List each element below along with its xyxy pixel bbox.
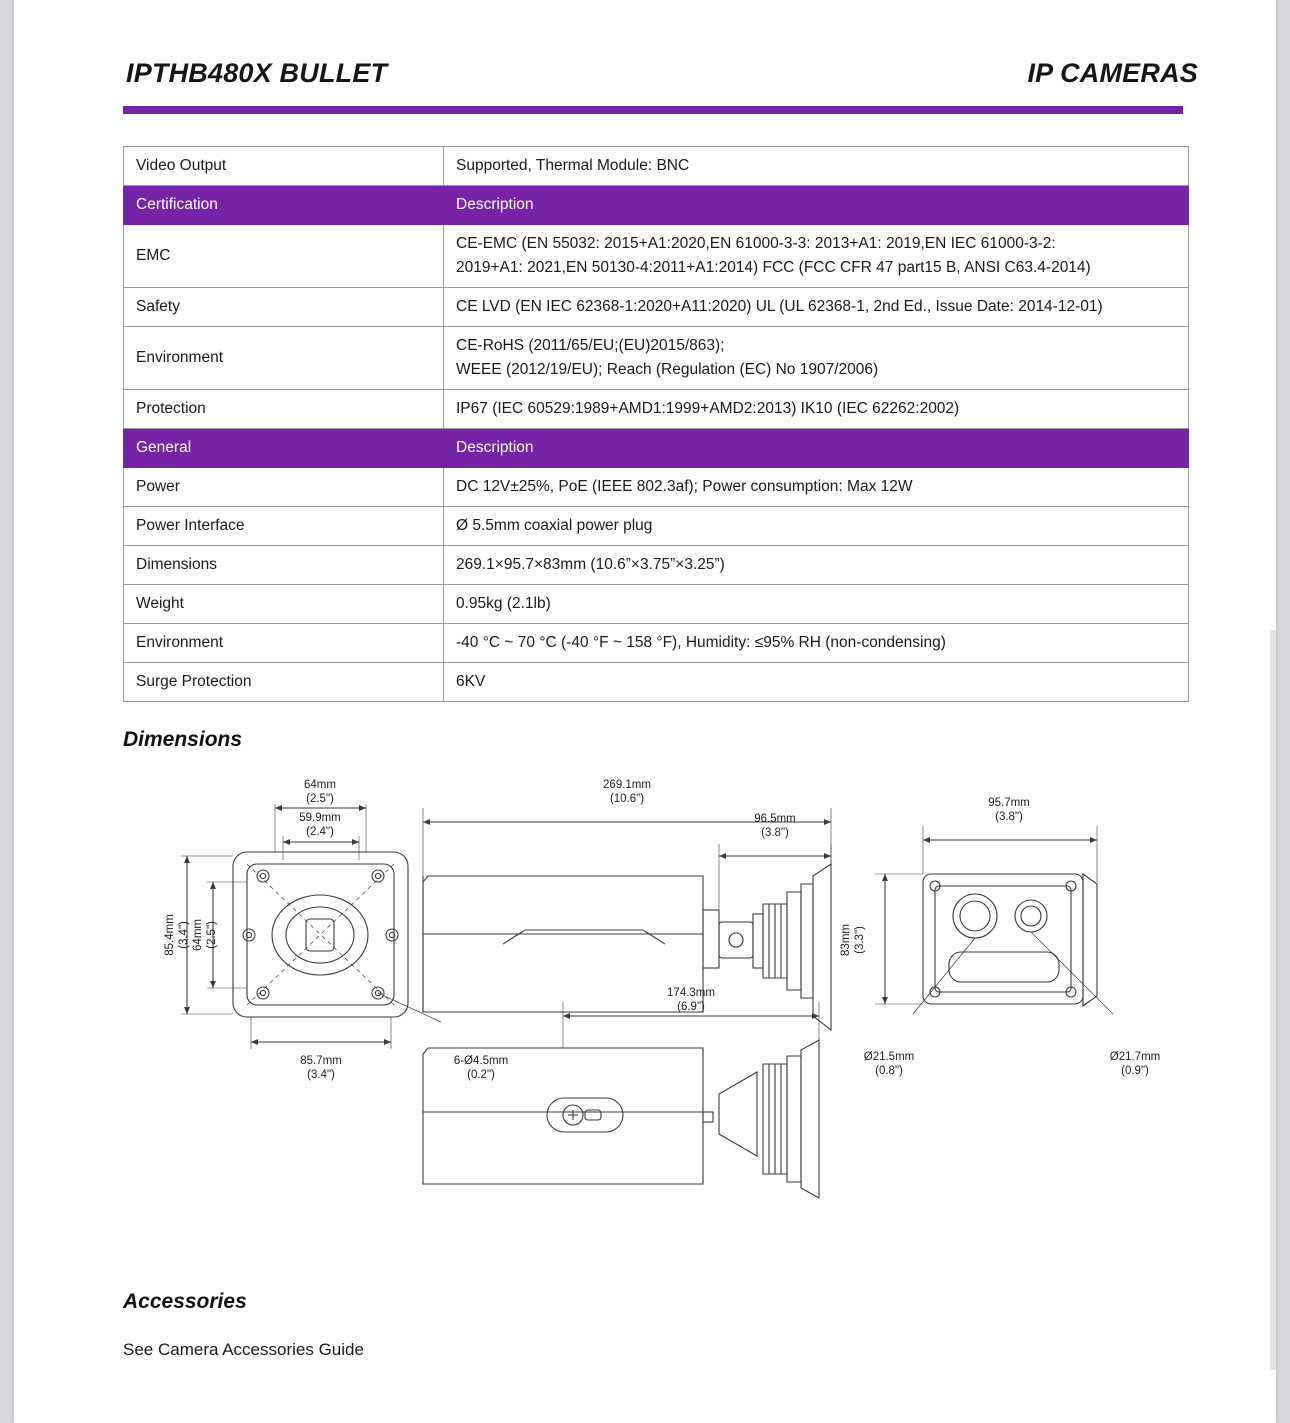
dim-label-back-hole-note-mm: 6-Ø4.5mm [453,1055,509,1068]
row-value [444,624,1189,663]
section-label: Certification [124,186,444,225]
document-category: IP CAMERAS [1027,58,1198,88]
table-row [124,288,1189,327]
section-description: Description [444,429,1189,468]
table-section-row [124,429,1189,468]
row-label: Power [124,468,444,507]
row-label: Dimensions [124,546,444,585]
dim-label-side-length-mm: 269.1mm [603,779,651,792]
row-value-line: 2019+A1: 2021,EN 50130-4:2011+A1:2014) FCC (FCC CFR 47 part15 B, ANSI C63.4-2014) [456,259,1091,277]
specifications-table-body [124,147,1189,702]
front-view-body [923,874,1083,1004]
dim-label-back-inner-height-in: (2.5") [206,921,218,950]
table-row [124,390,1189,429]
row-value-line: CE-RoHS (2011/65/EU;(EU)2015/863); [456,337,725,355]
row-value [444,147,1189,186]
back-view-plate [233,852,408,1017]
dim-label-side-length-in: (10.6") [609,793,645,806]
document-page [14,0,1276,1423]
dim-label-front-height-mm: 83mm [840,924,852,957]
dim-label-front-lens-right-in: (0.9") [1121,1065,1149,1078]
row-label: Weight [124,585,444,624]
row-value [444,327,1189,390]
dim-label-front-lens-right-mm: Ø21.7mm [1109,1051,1161,1064]
accessories-heading: Accessories [123,1290,247,1314]
section-label: General [124,429,444,468]
row-value [444,546,1189,585]
dim-label-back-left-height-in: (3.4") [178,921,190,950]
dim-label-back-inner-height-mm: 64mm [192,919,204,952]
row-value-line: -40 °C ~ 70 °C (-40 °F ~ 158 °F), Humidity: ≤95% RH (non-condensing) [456,634,946,652]
side-view-lens-hood [813,864,831,1030]
row-value [444,663,1189,702]
row-label: Safety [124,288,444,327]
row-value-line: IP67 (IEC 60529:1989+AMD1:1999+AMD2:2013) IK10 (IEC 62262:2002) [456,400,960,418]
table-section-row [124,186,1189,225]
row-value-line: DC 12V±25%, PoE (IEEE 802.3af); Power consumption: Max 12W [456,478,913,496]
page-content [112,0,1202,1360]
dim-label-back-second-width-mm: 59.9mm [299,812,341,825]
dim-label-back-left-height-mm: 85.4mm [164,914,176,957]
table-row [124,225,1189,288]
row-value [444,468,1189,507]
row-value [444,390,1189,429]
row-label: Environment [124,624,444,663]
specifications-table [123,146,1189,702]
row-value [444,225,1189,288]
row-value-line: CE-EMC (EN 55032: 2015+A1:2020,EN 61000-3-3: 2013+A1: 2019,EN IEC 61000-3-2: [456,235,1056,253]
row-value [444,288,1189,327]
document-header [112,58,1202,116]
row-value-line: WEEE (2012/19/EU); Reach (Regulation (EC) No 1907/2006) [456,361,879,379]
dim-label-back-top-width-mm: 64mm [304,779,336,792]
dim-label-back-bottom-width-mm: 85.7mm [300,1055,342,1068]
dim-label-top-length-in: (6.9") [677,1001,705,1014]
row-value-line: 0.95kg (2.1lb) [456,595,551,613]
table-row [124,624,1189,663]
row-label: Power Interface [124,507,444,546]
row-value-line: Supported, Thermal Module: BNC [456,157,690,174]
dim-label-back-hole-note-in: (0.2") [467,1069,495,1082]
header-divider [123,106,1183,114]
table-row [124,468,1189,507]
row-value-line: 6KV [456,673,486,691]
dim-label-front-width-mm: 95.7mm [988,797,1030,810]
row-label: Protection [124,390,444,429]
row-value-line: Ø 5.5mm coaxial power plug [456,517,653,535]
row-label: Surge Protection [124,663,444,702]
dimensions-heading: Dimensions [123,728,243,752]
dim-label-back-second-width-in: (2.4") [306,826,334,839]
table-row [124,327,1189,390]
side-view-body [423,876,703,1012]
dim-label-back-bottom-width-in: (3.4") [307,1069,335,1082]
row-value-line: 269.1×95.7×83mm (10.6”×3.75”×3.25”) [456,556,725,574]
row-value [444,585,1189,624]
dim-label-top-length-mm: 174.3mm [667,987,715,1000]
dimensions-drawing-svg [123,764,1189,1264]
table-row [124,663,1189,702]
table-row [124,546,1189,585]
page-title: IPTHB480X BULLET [126,58,388,88]
page-scrollbar[interactable] [1270,630,1276,1370]
dim-label-front-height-in: (3.3") [854,926,866,955]
row-value-line: CE LVD (EN IEC 62368-1:2020+A11:2020) UL (UL 62368-1, 2nd Ed., Issue Date: 2014-12-01) [456,298,1103,316]
dim-label-side-height-mm: 96.5mm [754,813,796,826]
row-label: Video Output [124,147,444,186]
dim-label-side-height-in: (3.8") [761,827,789,840]
table-row [124,585,1189,624]
row-label: Environment [124,327,444,390]
dim-label-back-top-width-in: (2.5") [306,793,334,806]
dim-label-front-lens-left-in: (0.8") [875,1065,903,1078]
accessories-text: See Camera Accessories Guide [123,1340,364,1360]
section-description: Description [444,186,1189,225]
table-row [124,507,1189,546]
table-row [124,147,1189,186]
dimensions-drawing [123,764,1189,1264]
row-value [444,507,1189,546]
dim-label-front-lens-left-mm: Ø21.5mm [863,1051,915,1064]
row-label: EMC [124,225,444,288]
dim-label-front-width-in: (3.8") [995,811,1023,824]
